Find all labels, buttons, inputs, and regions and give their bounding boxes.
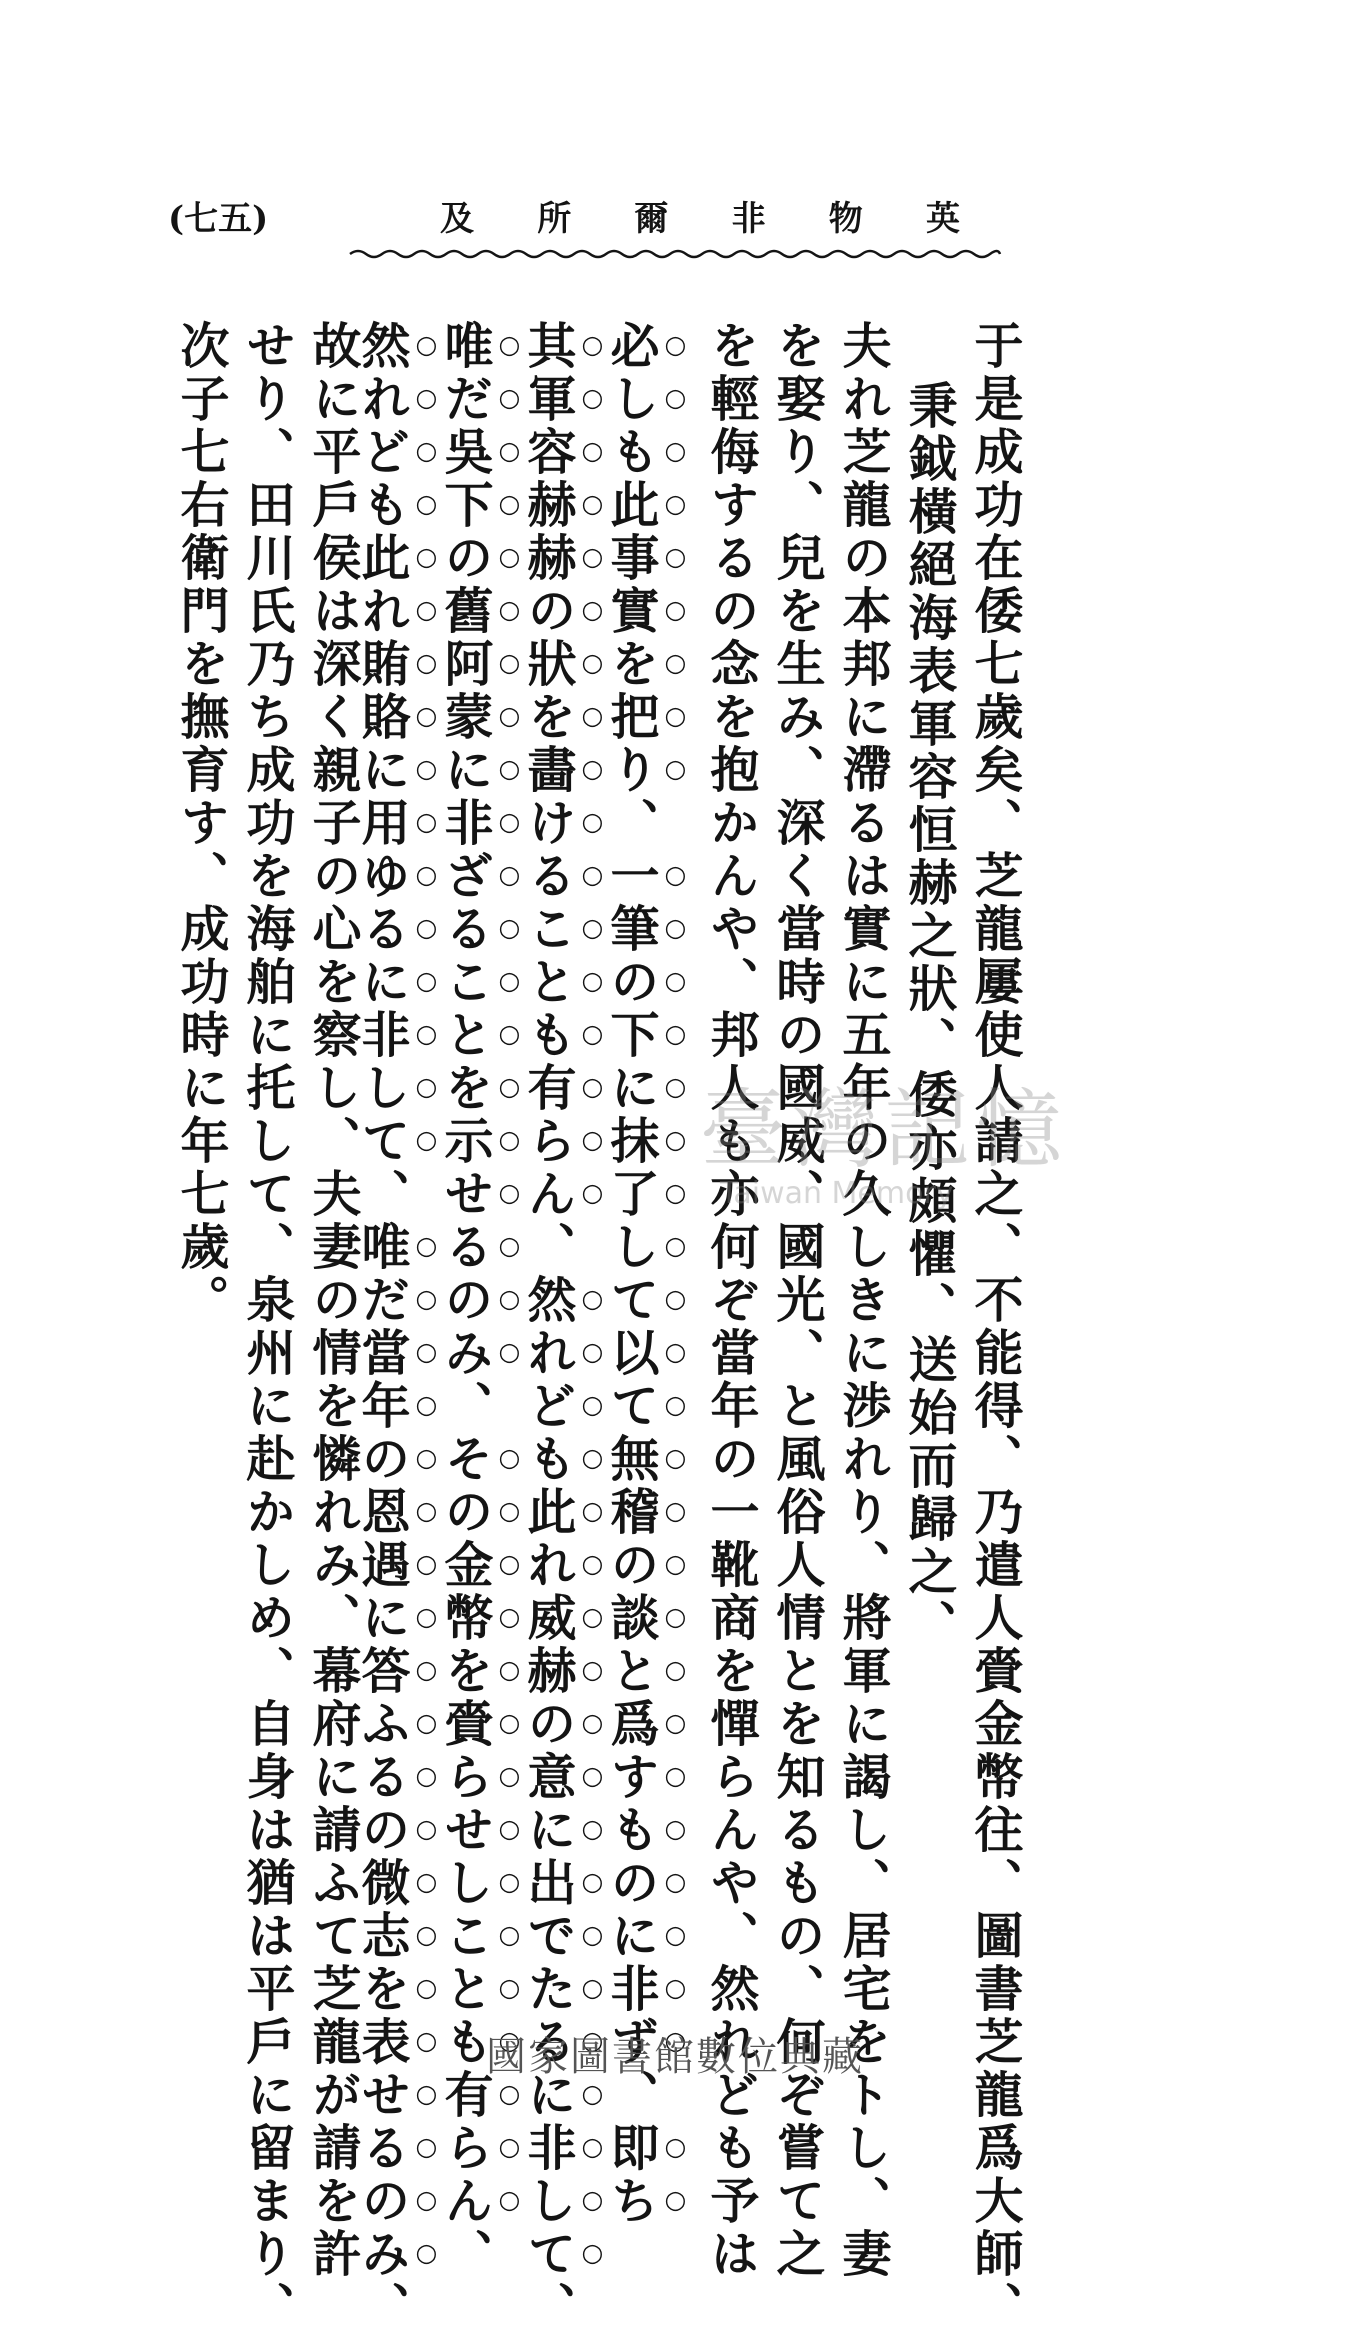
text-column: 故に平戶侯は深く親子の心を察し、夫妻の情を憐れみ、幕府に請ふて芝龍が請を許 xyxy=(305,320,363,2281)
text-column: 秉鉞橫絕海表軍容恒赫之狀、倭亦頗懼、送始而歸之、 xyxy=(901,380,959,1652)
text-column: せり、田川氏乃ち成功を海舶に托して、泉州に赴かしめ、自身は猶は平戶に留まり、 xyxy=(239,320,297,2334)
text-column-emphasized: 其軍容赫赫の狀を畵けることも有らん、然れども此れ威赫の意に出でたるに非して、 xyxy=(520,320,578,2334)
page-number: (七五) xyxy=(168,198,269,239)
text-column-emphasized: 唯だ吳下の舊阿蒙に非ざることを示せるのみ、その金幣を賫らせしことも有らん、 xyxy=(437,320,495,2281)
text-column: を輕侮するの念を抱かんや、邦人も亦何ぞ當年の一靴商を憚らんや、然れども予は xyxy=(703,320,761,2281)
footer-credit: 國家圖書館數位典藏 xyxy=(486,2034,864,2080)
watermark-title: 臺灣記憶 xyxy=(700,1080,1068,1180)
text-column: を娶り、兒を生み、深く當時の國威、國光、と風俗人情とを知るもの、何ぞ嘗て之 xyxy=(769,320,827,2281)
header-char: 物 xyxy=(828,198,863,239)
text-column-emphasized: 必しも此事實を把り、一筆の下に抹了して以て無稽の談と爲すものに非ず、即ち xyxy=(603,320,661,2228)
watermark-subtitle: Taiwan Memory xyxy=(720,1176,954,1211)
text-column-emphasized: 然れども此れ賄賂に用ゆるに非して、唯だ當年の恩遇に答ふるの微志を表せるのみ、 xyxy=(354,320,412,2334)
header-char: 英 xyxy=(925,198,960,239)
header-char: 及 xyxy=(440,198,474,239)
text-column: 次子七右衛門を撫育す、成功時に年七歲。 xyxy=(173,320,231,1327)
header-char: 所 xyxy=(537,198,572,239)
text-column: 夫れ芝龍の本邦に滯るは實に五年の久しきに渉れり、將軍に謁し、居宅をトし、妻 xyxy=(835,320,893,2281)
header-char: 非 xyxy=(731,198,766,239)
running-header-title xyxy=(440,185,960,245)
header-wavy-rule xyxy=(350,248,1000,260)
watermark-logo xyxy=(700,1060,1120,1220)
header-char: 爾 xyxy=(634,198,669,239)
text-column: 于是成功在倭七歲矣、芝龍屢使人請之、不能得、乃遣人賫金幣往、圖書芝龍爲大師、 xyxy=(967,320,1025,2334)
